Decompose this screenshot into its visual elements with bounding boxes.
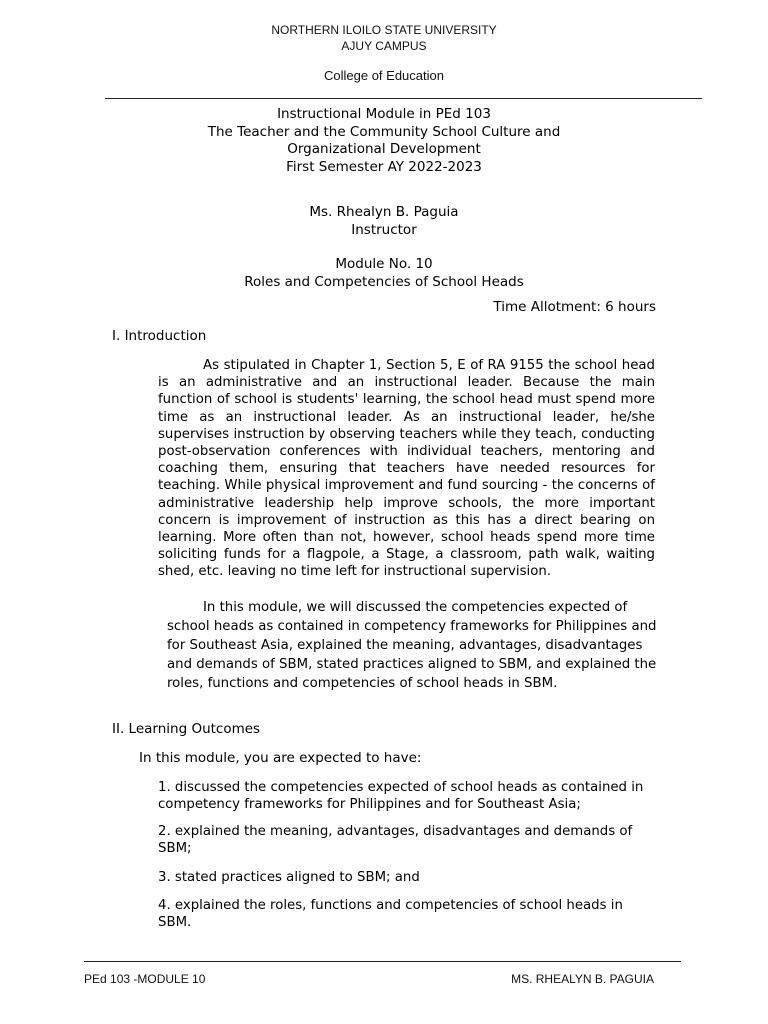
- instructor-name: Ms. Rhealyn B. Paguia: [309, 204, 459, 220]
- course-title-line: The Teacher and the Community School Culture and: [207, 123, 561, 140]
- module-title: Roles and Competencies of School Heads: [244, 273, 524, 290]
- learning-outcome-item: 2. explained the meaning, advantages, disadvantages and demands of SBM;: [158, 824, 633, 856]
- time-allotment: Time Allotment: 6 hours: [493, 299, 656, 315]
- introduction-paragraph-1: [158, 357, 655, 581]
- title-block: [0, 106, 768, 291]
- module-course-line: Instructional Module in PEd 103: [277, 106, 491, 122]
- learning-outcome-item: 3. stated practices aligned to SBM; and: [158, 870, 420, 885]
- footer-divider: [84, 961, 681, 962]
- footer-instructor: MS. RHEALYN B. PAGUIA: [511, 972, 654, 986]
- introduction-paragraph-1-text: As stipulated in Chapter 1, Section 5, E of RA 9155 the school head is an administrative and an instructional leader. Because the main function of school is students' learning, the school head must spend more time as an instructional leader. As an instructional leader, he/she supervises instruction by observing teachers while they teach, conducting post-observation conferences with individual teachers, mentoring and coaching them, ensuring that teachers have needed resources for teaching. While physical improvement and fund sourcing - the concerns of administrative leadership help improve schools, the more important concern is improvement of instruction as this has a direct bearing on learning. More often than not, however, school heads spend more time soliciting funds for a flagpole, a Stage, a classroom, path walk, waiting shed, etc. leaving no time left for instructional supervision.: [158, 358, 655, 580]
- introduction-paragraph-2: [167, 598, 657, 693]
- campus-name: AJUY CAMPUS: [341, 39, 427, 53]
- introduction-paragraph-2-text: In this module, we will discussed the competencies expected of school heads as contained in competency frameworks for Philippines and for Southeast Asia, explained the meaning, advantages, disadvantages and demands of SBM, stated practices aligned to SBM, and explained the roles, functions and competencies of school heads in SBM.: [167, 600, 657, 691]
- learning-outcome-item: 4. explained the roles, functions and competencies of school heads in SBM.: [158, 898, 623, 930]
- university-name: NORTHERN ILOILO STATE UNIVERSITY: [271, 23, 497, 37]
- learning-outcome-item: 1. discussed the competencies expected of school heads as contained in competency frameworks for Philippines and for Southeast Asia;: [158, 780, 644, 812]
- header-divider: [105, 98, 702, 99]
- module-number: Module No. 10: [335, 256, 433, 272]
- section-heading-introduction: I. Introduction: [112, 328, 207, 344]
- college-name: College of Education: [324, 68, 444, 83]
- semester-line: First Semester AY 2022-2023: [286, 158, 482, 175]
- learning-outcomes-intro: In this module, you are expected to have:: [139, 750, 422, 766]
- page-header: [0, 22, 768, 84]
- footer-course: PEd 103 -MODULE 10: [84, 972, 206, 986]
- section-heading-learning-outcomes: II. Learning Outcomes: [112, 721, 261, 737]
- course-title-line-cont: Organizational Development: [287, 141, 481, 157]
- instructor-role: Instructor: [351, 221, 417, 238]
